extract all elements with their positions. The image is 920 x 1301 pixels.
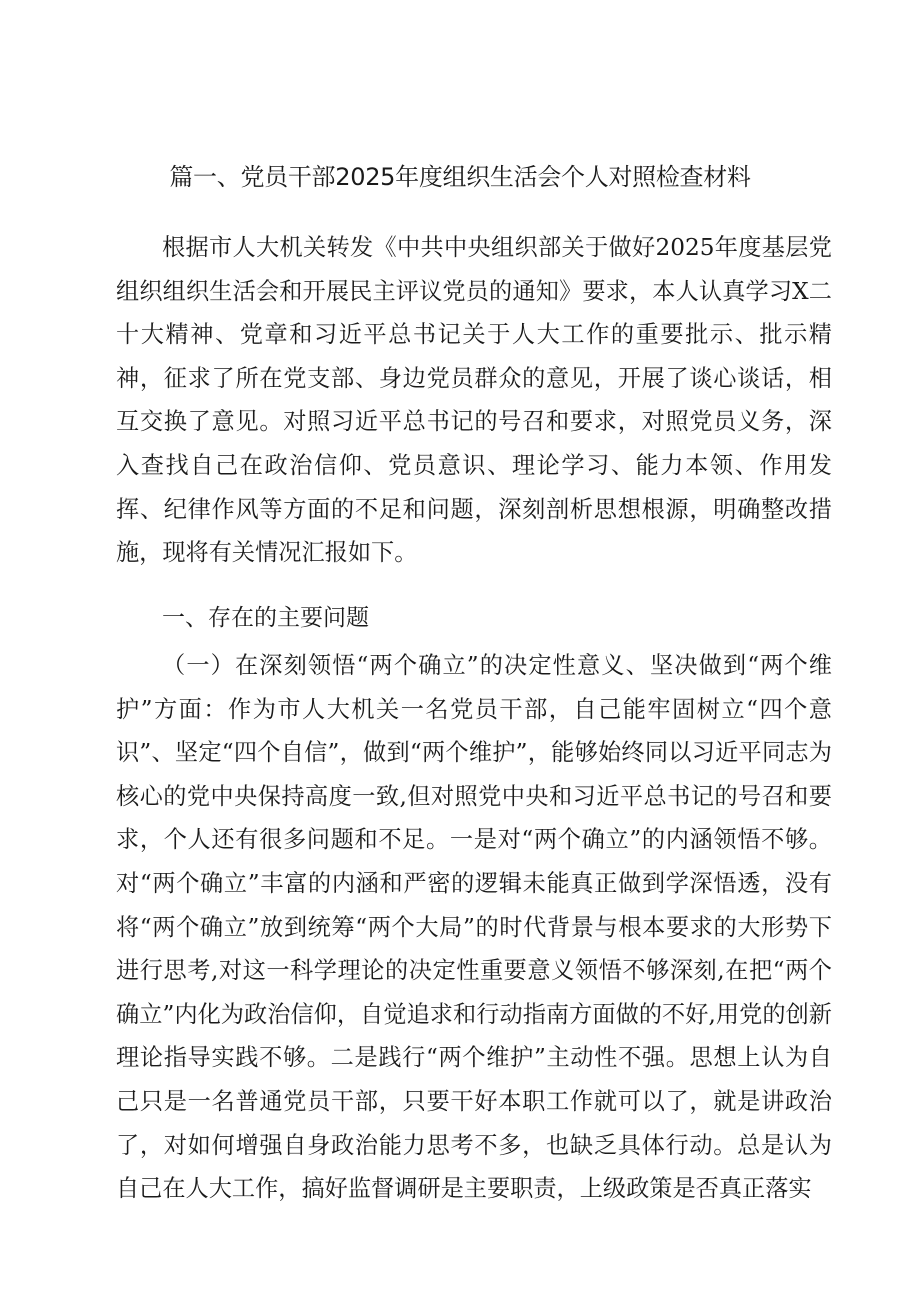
- section-paragraph: （一）在深刻领悟“两个确立”的决定性意义、坚决做到“两个维护”方面：作为市人大机关一名党员干部，自己能牢固树立“四个意识”、坚定“四个自信”，做到“两个维护”，能够始终同以习近平同志为核心的党中央保持高度一致,但对照党中央和习近平总书记的号召和要求，个人还有很多问题和不足。一是对“两个确立”的内涵领悟不够。对“两个确立”丰富的内涵和严密的逻辑未能真正做到学深悟透，没有将“两个确立”放到统筹“两个大局”的时代背景与根本要求的大形势下进行思考,对这一科学理论的决定性重要意义领悟不够深刻,在把“两个确立”内化为政治信仰，自觉追求和行动指南方面做的不好,用党的创新理论指导实践不够。二是践行“两个维护”主动性不强。思想上认为自己只是一名普通党员干部，只要干好本职工作就可以了，就是讲政治了，对如何增强自身政治能力思考不多，也缺乏具体行动。总是认为自己在人大工作，搞好监督调研是主要职责，上级政策是否真正落实: [116, 652, 832, 1203]
- document-title: 篇一、党员干部2025年度组织生活会个人对照检查材料: [169, 163, 751, 191]
- intro-paragraph: 根据市人大机关转发《中共中央组织部关于做好2025年度基层党组织组织生活会和开展民主评议党员的通知》要求，本人认真学习X二十大精神、党章和习近平总书记关于人大工作的重要批示、批示精神，征求了所在党支部、身边党员群众的意见，开展了谈心谈话，相互交换了意见。对照习近平总书记的号召和要求，对照党员义务，深入查找自己在政治信仰、党员意识、理论学习、能力本领、作用发挥、纪律作风等方面的不足和问题，深刻剖析思想根源，明确整改措施，现将有关情况汇报如下。: [116, 234, 832, 567]
- section-heading: 一、存在的主要问题: [162, 605, 369, 631]
